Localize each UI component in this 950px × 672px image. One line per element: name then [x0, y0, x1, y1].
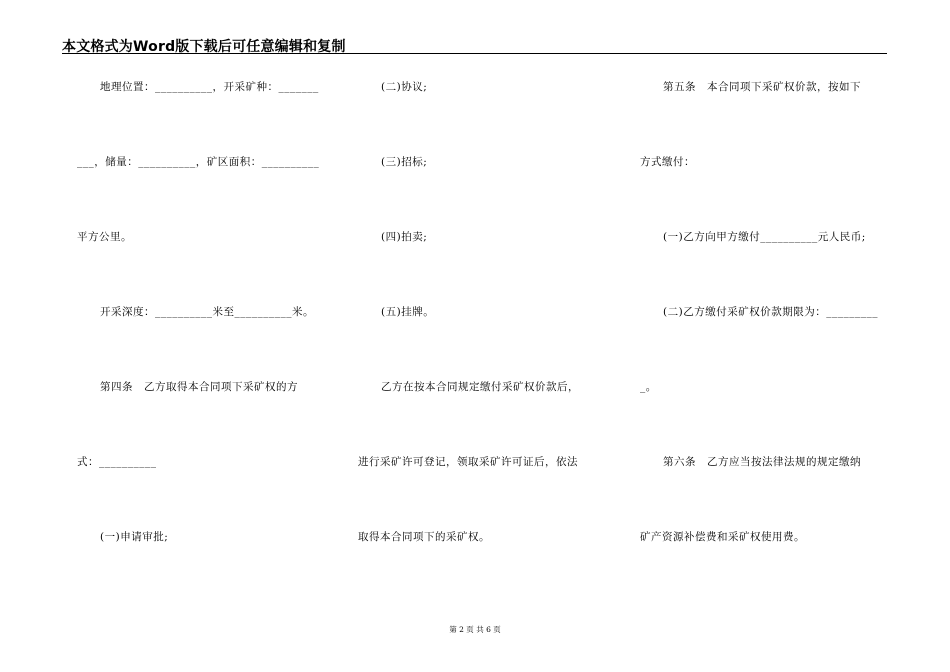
paragraph-line: 方式缴付：: [640, 156, 695, 168]
paragraph-line: ___，储量：__________，矿区面积：__________: [77, 156, 320, 168]
paragraph-line: (一)乙方向甲方缴付__________元人民币;: [663, 231, 866, 243]
paragraph-line: (五)挂牌。: [381, 306, 435, 318]
paragraph-line: (一)申请审批;: [100, 531, 169, 543]
paragraph-line: 地理位置：__________，开采矿种：_______: [100, 81, 319, 93]
paragraph-line: 取得本合同项下的采矿权。: [358, 531, 490, 543]
header-divider: [62, 53, 887, 54]
document-header-title: 本文格式为Word版下载后可任意编辑和复制: [62, 39, 346, 55]
paragraph-line: (二)乙方缴付采矿权价款期限为：_________: [663, 306, 878, 318]
paragraph-line: (四)拍卖;: [381, 231, 428, 243]
paragraph-line: 乙方在按本合同规定缴付采矿权价款后，: [381, 381, 579, 393]
paragraph-line: 第四条 乙方取得本合同项下采矿权的方: [100, 381, 298, 393]
paragraph-line: 式：__________: [77, 456, 157, 468]
paragraph-line: _。: [640, 381, 657, 393]
paragraph-line: 开采深度：__________米至__________米。: [100, 306, 314, 318]
page-number-footer: 第 2 页 共 6 页: [449, 625, 501, 634]
paragraph-line: 第五条 本合同项下采矿权价款，按如下: [663, 81, 861, 93]
paragraph-line: 进行采矿许可登记，领取采矿许可证后，依法: [358, 456, 578, 468]
paragraph-line: (二)协议;: [381, 81, 428, 93]
paragraph-line: 第六条 乙方应当按法律法规的规定缴纳: [663, 456, 861, 468]
paragraph-line: (三)招标;: [381, 156, 428, 168]
paragraph-line: 平方公里。: [77, 231, 132, 243]
paragraph-line: 矿产资源补偿费和采矿权使用费。: [640, 531, 805, 543]
